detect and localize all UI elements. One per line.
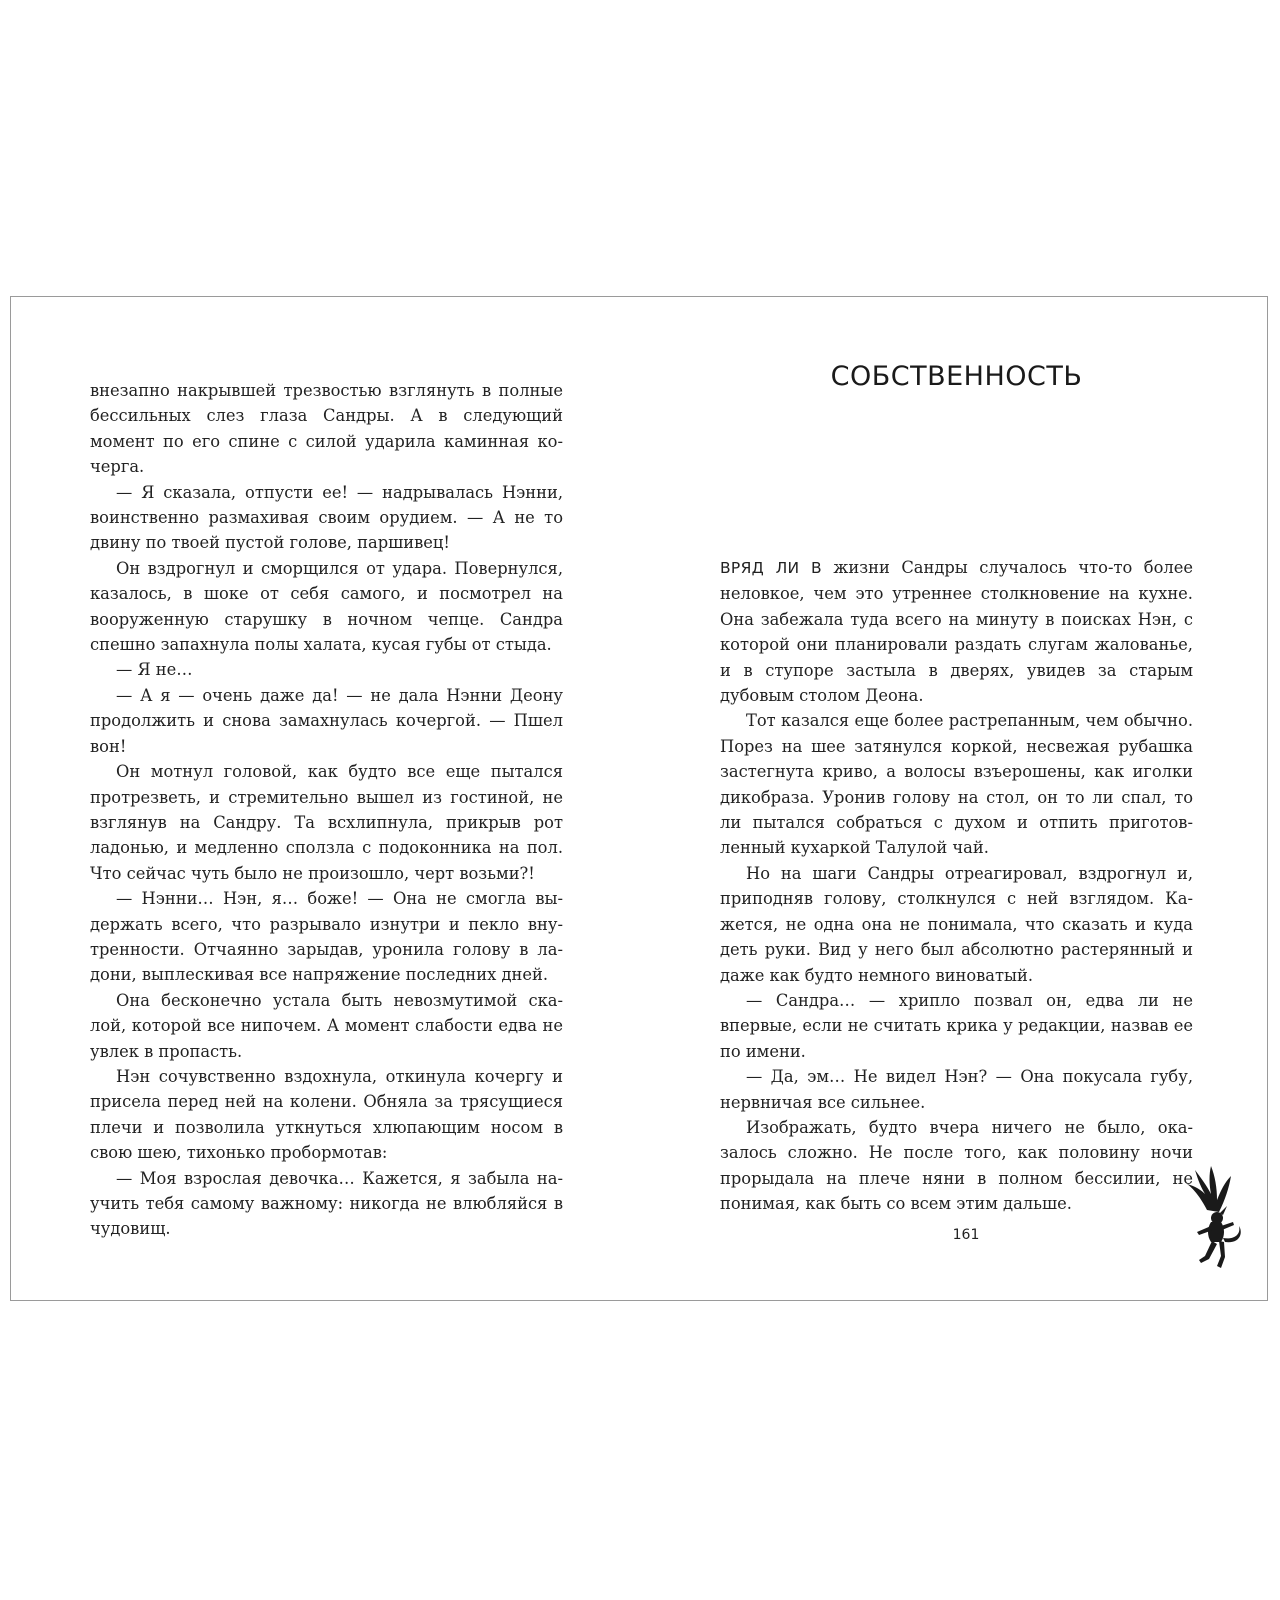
left-page-text: [90, 378, 563, 1242]
paragraph: Он мотнул головой, как будто все еще пытался протрезветь, и стремительно вышел из гостиной, не взглянув на Сандру. Та всхлипнула, прикрыв рот ладонью, и медленно сползла с подоконника на пол. Что сейчас чуть было не произошло, черт возьми?!: [90, 762, 563, 883]
paragraph: [720, 555, 1193, 708]
paragraph: — А я — очень даже да! — не дала Нэнни Деону продолжить и снова замахнулась кочергой. — Пшел вон!: [90, 685, 563, 756]
paragraph: — Нэнни… Нэн, я… боже! — Она не смогла выдержать всего, что разрывало изнутри и пекло внутренности. Отчаянно зарыдав, уронила голову в ладони, выплескивая все напряжение последних дней.: [90, 889, 563, 985]
paragraph: Тот казался еще более растрепанным, чем обычно. Порез на шее затянулся коркой, несвежая рубашка застегнута криво, а волосы взъерошены, как иголки дикобраза. Уронив голову на стол, он то ли спал, то ли пытался собраться с духом и отпить приготовленный кухаркой Талулой чай.: [720, 711, 1193, 858]
page-number: 161: [952, 1227, 980, 1243]
right-page-text: [720, 555, 1193, 1217]
winged-imp-icon: [1187, 1162, 1247, 1272]
lead-in: ВРЯД ЛИ В: [720, 559, 822, 577]
paragraph: внезапно накрывшей трезвостью взглянуть в полные бессильных слез глаза Сандры. А в следующий момент по его спине с силой ударила каминная кочерга.: [90, 381, 563, 477]
paragraph: Нэн сочувственно вздохнула, откинула кочергу и присела перед ней на колени. Обняла за трясущиеся плечи и позволила уткнуться хлюпающим носом в свою шею, тихонько пробормотав:: [90, 1066, 563, 1163]
paragraph: — Я не…: [116, 660, 193, 680]
paragraph-text: жизни Сандры случалось что-то более неловкое, чем это утреннее столкновение на кухне. Она забежала туда всего на минуту в поисках Нэн, с которой они планировали раздать слугам жалованье, и в ступоре застыла в дверях, увидев за старым дубовым столом Деона.: [720, 558, 1193, 706]
book-spread: [10, 296, 1268, 1301]
paragraph: — Да, эм… Не видел Нэн? — Она покусала губу, нервничая все сильнее.: [720, 1067, 1193, 1112]
paragraph: Но на шаги Сандры отреагировал, вздрогнул и, приподняв голову, столкнулся с ней взглядом. Кажется, не одна она не понимала, что сказать и куда деть руки. Вид у него был абсолютно растерянный и даже как будто немного виноватый.: [720, 863, 1193, 985]
paragraph: Она бесконечно устала быть невозмутимой скалой, которой все нипочем. А момент слабости едва не увлек в пропасть.: [90, 990, 563, 1061]
paragraph: — Я сказала, отпусти ее! — надрывалась Нэнни, воинственно размахивая своим орудием. — А не то двину по твоей пустой голове, паршивец!: [90, 482, 563, 553]
paragraph: Изображать, будто вчера ничего не было, оказалось сложно. Не после того, как половину ночи прорыдала на плече няни в полном бессилии, не понимая, как быть со всем этим дальше.: [720, 1117, 1193, 1214]
paragraph: — Сандра… — хрипло позвал он, едва ли не впервые, если не считать крика у редакции, назвав ее по имени.: [720, 990, 1193, 1061]
paragraph: Он вздрогнул и сморщился от удара. Повернулся, казалось, в шоке от себя самого, и посмотрел на вооруженную старушку в ночном чепце. Сандра спешно запахнула полы халата, кусая губы от стыда.: [90, 558, 563, 655]
chapter-title: СОБСТВЕННОСТЬ: [830, 361, 1083, 392]
paragraph: — Моя взрослая девочка… Кажется, я забыла научить тебя самому важному: никогда не влюбляйся в чудовищ.: [90, 1168, 563, 1239]
